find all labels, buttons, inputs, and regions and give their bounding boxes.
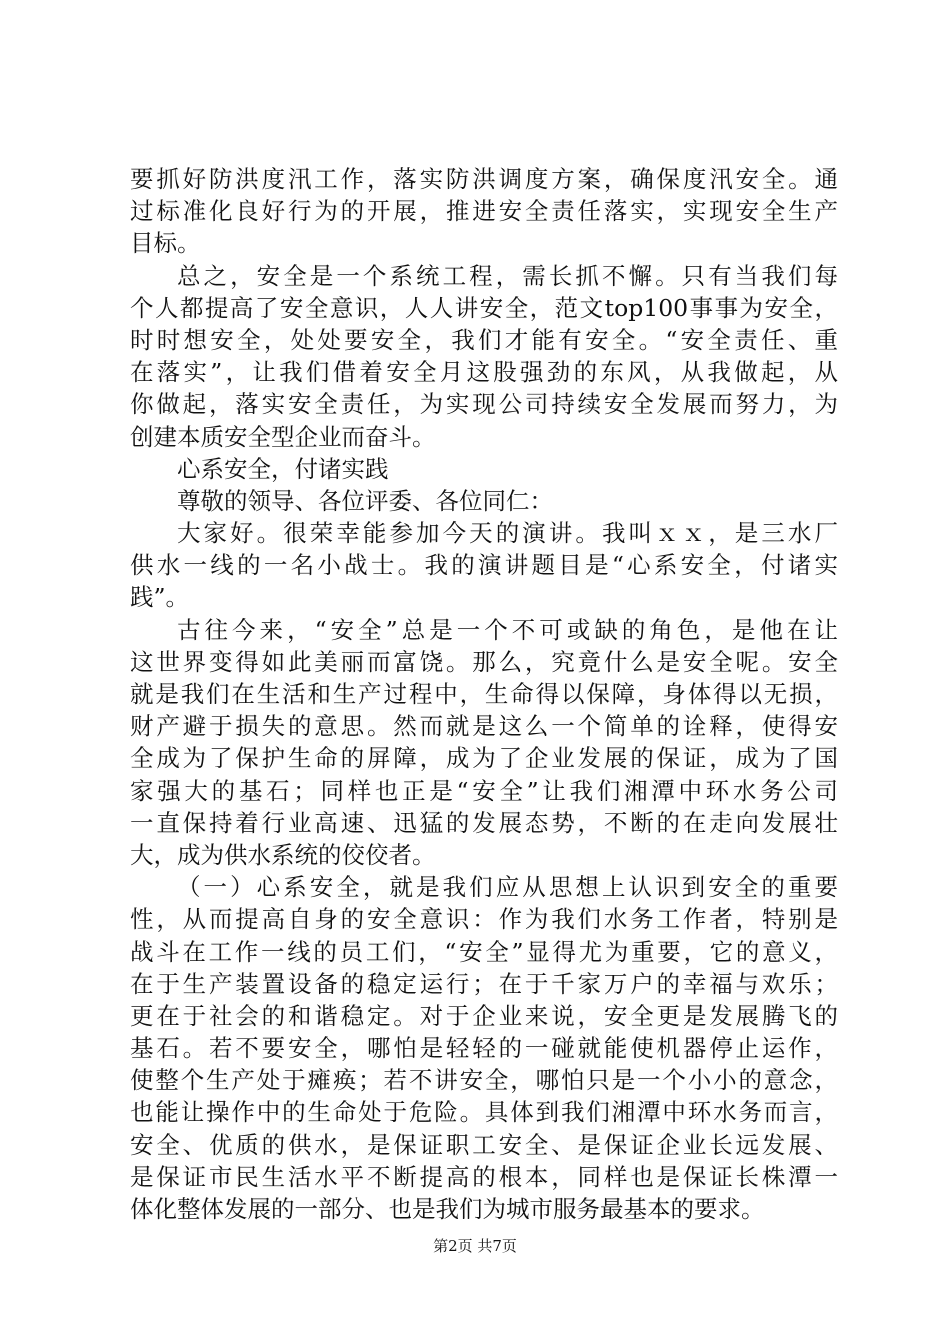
paragraph-line: 心系安全，付诸实践 xyxy=(177,454,389,483)
paragraph xyxy=(130,614,838,872)
page-footer: 第2页 共7页 xyxy=(433,1237,517,1255)
paragraph-line: 你做起，落实安全责任，为实现公司持续安全发展而努力，为 xyxy=(130,390,838,419)
paragraph-line: 基石。若不要安全，哪怕是轻轻的一碰就能使机器停止运作， xyxy=(130,1034,838,1063)
paragraph-line: 安全、优质的供水，是保证职工安全、是保证企业长远发展、 xyxy=(130,1130,838,1159)
paragraph-line: 战斗在工作一线的员工们，“安全”显得尤为重要，它的意义， xyxy=(130,937,838,966)
paragraph-line: 这世界变得如此美丽而富饶。那么，究竟什么是安全呢。安全 xyxy=(130,647,838,676)
paragraph-line: 时时想安全，处处要安全，我们才能有安全。“安全责任、重 xyxy=(130,325,838,354)
paragraph-line: 更在于社会的和谐稳定。对于企业来说，安全更是发展腾飞的 xyxy=(130,1001,838,1030)
paragraph-line: 全成为了保护生命的屏障，成为了企业发展的保证，成为了国 xyxy=(130,744,838,773)
paragraph xyxy=(130,163,838,260)
paragraph-line: 践”。 xyxy=(130,583,190,612)
paragraph xyxy=(130,517,838,614)
paragraph-line: 目标。 xyxy=(130,229,201,258)
paragraph-line: 大，成为供水系统的佼佼者。 xyxy=(130,840,436,869)
paragraph xyxy=(130,485,838,517)
paragraph-line: 创建本质安全型企业而奋斗。 xyxy=(130,422,436,451)
paragraph-line: 也能让操作中的生命处于危险。具体到我们湘潭中环水务而言， xyxy=(130,1098,838,1127)
paragraph-line: 使整个生产处于瘫痪；若不讲安全，哪怕只是一个小小的意念， xyxy=(130,1066,838,1095)
paragraph-line: 家强大的基石；同样也正是“安全”让我们湘潭中环水务公司 xyxy=(130,776,838,805)
paragraph xyxy=(130,453,838,485)
paragraph-line: 在落实”，让我们借着安全月这股强劲的东风，从我做起，从 xyxy=(130,358,838,387)
paragraph-line: 古往今来，“安全”总是一个不可或缺的角色，是他在让 xyxy=(177,615,838,644)
paragraph-line: 供水一线的一名小战士。我的演讲题目是“心系安全，付诸实 xyxy=(130,551,838,580)
paragraph-line: （一）心系安全，就是我们应从思想上认识到安全的重要 xyxy=(177,873,838,902)
paragraph-line: 一直保持着行业高速、迅猛的发展态势，不断的在走向发展壮 xyxy=(130,808,838,837)
paragraph-line: 财产避于损失的意思。然而就是这么一个简单的诠释，使得安 xyxy=(130,712,838,741)
paragraph-line: 就是我们在生活和生产过程中，生命得以保障，身体得以无损， xyxy=(130,680,838,708)
paragraph-line: 总之，安全是一个系统工程，需长抓不懈。只有当我们每 xyxy=(177,261,838,290)
paragraph-line: 是保证市民生活水平不断提高的根本，同样也是保证长株潭一 xyxy=(130,1162,838,1191)
paragraph-line: 过标准化良好行为的开展，推进安全责任落实，实现安全生产 xyxy=(130,197,838,226)
paragraph-line: 要抓好防洪度汛工作，落实防洪调度方案，确保度汛安全。通 xyxy=(130,165,838,193)
paragraph xyxy=(130,871,838,1225)
document-body xyxy=(130,163,838,1225)
paragraph-line: 在于生产装置设备的稳定运行；在于千家万户的幸福与欢乐； xyxy=(130,969,838,998)
paragraph xyxy=(130,260,838,453)
paragraph-line: 体化整体发展的一部分、也是我们为城市服务最基本的要求。 xyxy=(130,1195,765,1223)
paragraph-line: 尊敬的领导、各位评委、各位同仁： xyxy=(177,486,553,515)
paragraph-line: 性，从而提高自身的安全意识：作为我们水务工作者，特别是 xyxy=(130,905,838,934)
paragraph-line: 个人都提高了安全意识，人人讲安全，范文top100事事为安全， xyxy=(130,293,838,322)
paragraph-line: 大家好。很荣幸能参加今天的演讲。我叫ｘｘ，是三水厂 xyxy=(177,519,838,548)
